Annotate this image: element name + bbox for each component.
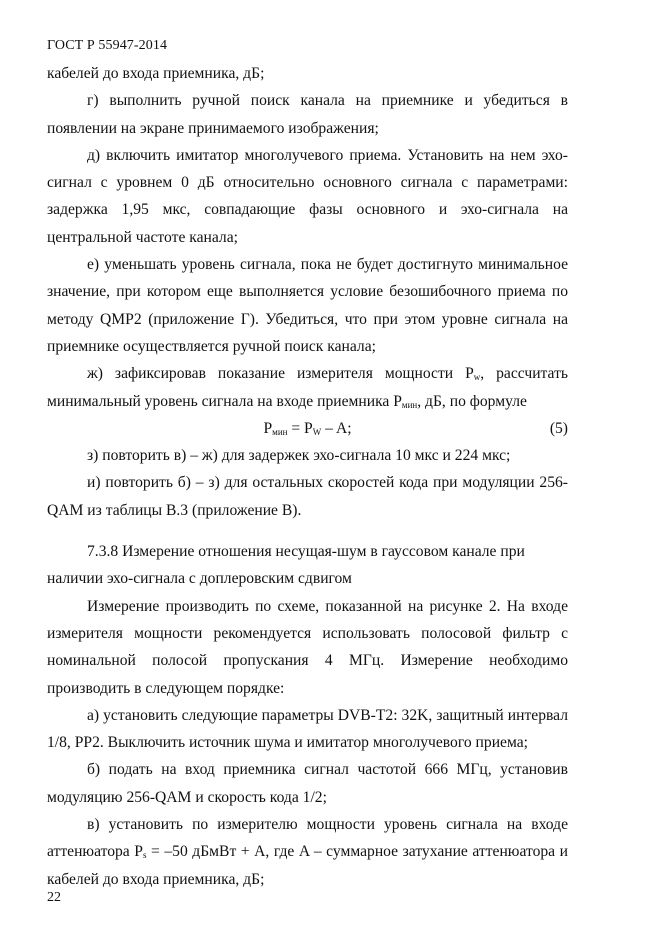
formula-5	[47, 415, 568, 442]
step-z-repeat-delays: з) повторить в) – ж) для задержек эхо-сигнала 10 мкс и 224 мкс;	[87, 447, 511, 465]
page-number: 22	[47, 890, 61, 905]
step-b-apply-signal: б) подать на вход приемника сигнал частотой 666 МГц, установив модуляцию 256-QAM и скорость кода 1/2;	[47, 761, 568, 806]
document-header: ГОСТ Р 55947-2014	[47, 38, 168, 53]
paragraph-measurement-intro: Измерение производить по схеме, показанной на рисунке 2. На входе измерителя мощности рекомендуется использовать полосовой фильтр с номинальной полосой пропускания 4 МГц. Измерение необходимо производить в следующем порядке:	[47, 597, 568, 697]
step-a-set-parameters: а) установить следующие параметры DVB-T2: 32K, защитный интервал 1/8, PP2. Выключить источник шума и имитатор многолучевого приема;	[47, 706, 568, 752]
formula-expression: $P_{мин} = P_W - A$;	[263, 419, 352, 437]
step-e-reduce-level: е) уменьшать уровень сигнала, пока не будет достигнуто минимальное значение, при котором еще выполняется условие безошибочного приема по методу QMP2 (приложение Г). Убедиться, что при этом уровне сигнала на приемнике осуществляется ручной поиск канала;	[47, 256, 568, 355]
step-zh-record-power: ж) зафиксировав показание измерителя мощности $P_w$, рассчитать минимальный уровень сигнала на входе приемника $P_{мин}$, дБ, по формуле	[47, 365, 568, 410]
section-title: 7.3.8 Измерение отношения несущая-шум в гауссовом канале при наличии эхо-сигнала с доплеровским сдвигом	[47, 543, 525, 588]
step-d-multipath-simulator: д) включить имитатор многолучевого приема. Установить на нем эхо-сигнал с уровнем 0 дБ относительно основного сигнала с параметрами: задержка 1,95 мкс, совпадающие фазы основного и эхо-сигнала на центральной частоте канала;	[47, 146, 568, 246]
step-i-repeat-code-rates: и) повторить б) – з) для остальных скоростей кода при модуляции 256-QAM из таблицы В.3 (приложение В).	[47, 474, 568, 519]
formula-number: (5)	[549, 419, 568, 437]
section-7-3-8	[47, 538, 568, 593]
document-body	[47, 60, 568, 893]
paragraph-cable-loss: кабелей до входа приемника, дБ;	[47, 65, 265, 82]
step-v-set-level: в) установить по измерителю мощности уровень сигнала на входе аттенюатора $P_s = -50$ дБмВт + A, где A – суммарное затухание аттенюатора и кабелей до входа приемника, дБ;	[47, 816, 568, 888]
step-g-manual-search: г) выполнить ручной поиск канала на приемнике и убедиться в появлении на экране принимаемого изображения;	[47, 92, 568, 137]
